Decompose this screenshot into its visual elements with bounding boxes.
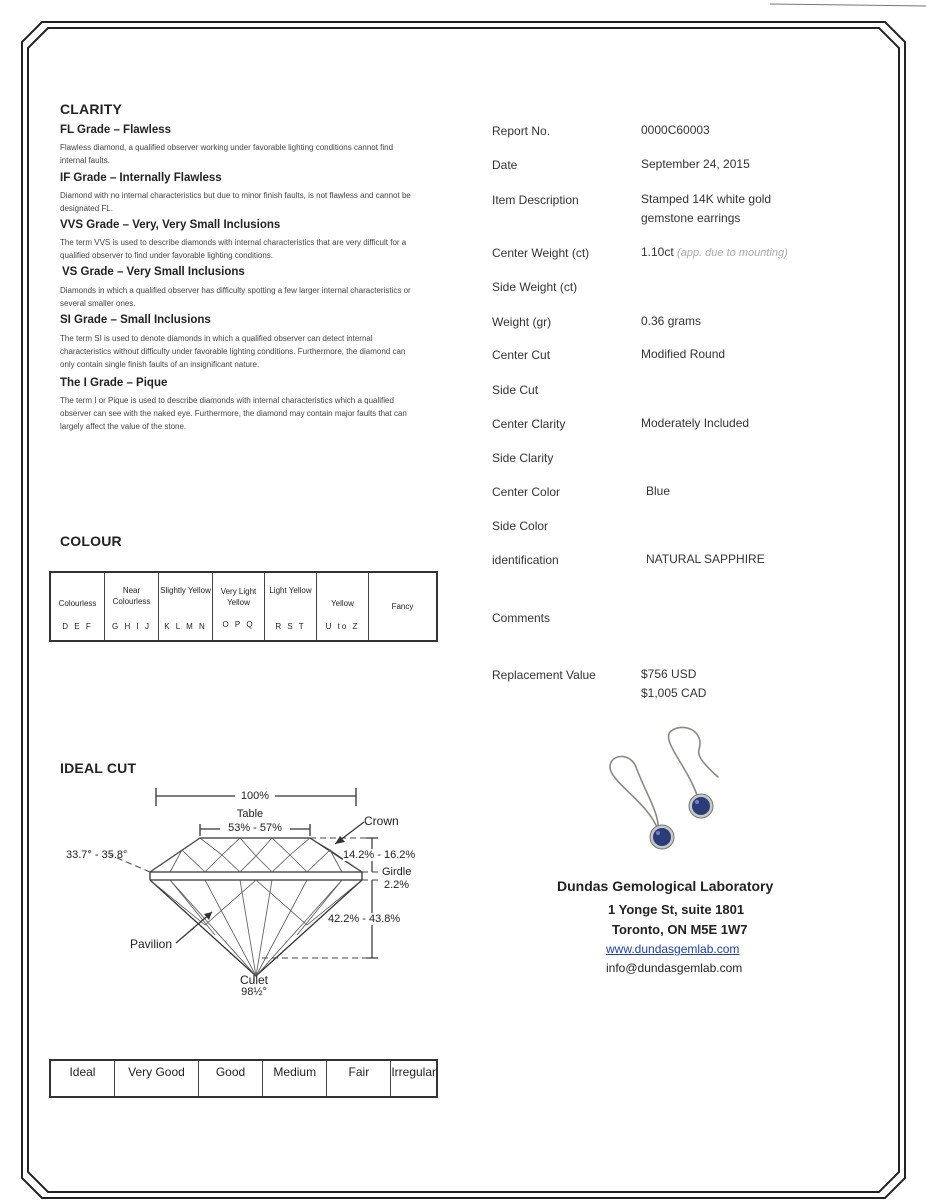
- center-weight-note: (app. due to mounting): [677, 247, 788, 259]
- colour-cell-yellow: Yellow U to Z: [317, 572, 369, 641]
- center-color-value: Blue: [646, 484, 671, 498]
- diagram-crown-angle: 33.7° - 35.8°: [66, 849, 128, 861]
- grade-title-vvs: VVS Grade – Very, Very Small Inclusions: [60, 219, 281, 231]
- diagram-girdle-pct: 2.2%: [384, 879, 410, 891]
- center-clarity-label: Center Clarity: [492, 417, 566, 431]
- earrings-photo: [600, 722, 750, 862]
- date-value: September 24, 2015: [641, 157, 750, 171]
- colour-cell-colourless: Colourless D E F: [50, 572, 105, 641]
- replacement-value-label: Replacement Value: [492, 668, 596, 682]
- grade-title-vs: VS Grade – Very Small Inclusions: [62, 266, 245, 278]
- grade-desc-vvs: The term VVS is used to describe diamonds with internal characteristics that are very difficult for a qualified observer to find under favorable lighting conditions.: [60, 238, 407, 260]
- side-clarity-label: Side Clarity: [492, 451, 554, 465]
- diagram-crown-pct: 14.2% - 16.2%: [343, 849, 433, 861]
- lab-email: info@dundasgemlab.com: [606, 961, 743, 975]
- comments-label: Comments: [492, 611, 551, 625]
- diagram-table-pct: 53% - 57%: [220, 822, 290, 834]
- grade-desc-if: Diamond with no internal characteristics but due to minor finish faults, is not flawless and cannot be designated FL.: [60, 191, 411, 213]
- sapphire-gem-right: [689, 794, 713, 818]
- grade-desc-i: The term I or Pique is used to describe diamonds with internal characteristics which a qualified observer can see with the naked eye. Furthermore, the diamond may contain major faults that can largely affect the value of the stone.: [60, 396, 407, 431]
- lab-website-link[interactable]: www.dundasgemlab.com: [606, 942, 740, 956]
- lab-address-line1: 1 Yonge St, suite 1801: [608, 902, 745, 917]
- sapphire-gem-left: [650, 825, 674, 849]
- cut-grade-fair: Fair: [327, 1060, 391, 1097]
- diagram-width-label: 100%: [235, 790, 275, 802]
- colour-cell-near-colourless: Near Colourless G H I J: [105, 572, 159, 641]
- colour-heading: COLOUR: [60, 533, 122, 549]
- center-color-label: Center Color: [492, 485, 561, 499]
- cut-grade-irregular: Irregular: [391, 1060, 437, 1097]
- report-no-label: Report No.: [492, 124, 551, 138]
- side-color-label: Side Color: [492, 519, 549, 533]
- center-cut-label: Center Cut: [492, 348, 551, 362]
- grade-desc-si: The term SI is used to denote diamonds in which a qualified observer can detect internal characteristics without difficulty under favorable lighting conditions. Furthermore, the diamond can only contain single finish faults of an insignificant nature.: [60, 334, 406, 369]
- date-label: Date: [492, 158, 518, 172]
- identification-value: NATURAL SAPPHIRE: [646, 552, 765, 566]
- diagram-pavilion-label: Pavilion: [130, 937, 173, 951]
- weight-gr-label: Weight (gr): [492, 315, 552, 329]
- grade-title-if: IF Grade – Internally Flawless: [60, 172, 222, 184]
- item-description-label: Item Description: [492, 193, 579, 207]
- identification-label: identification: [492, 553, 559, 567]
- side-weight-label: Side Weight (ct): [492, 280, 578, 294]
- cut-grade-very-good: Very Good: [114, 1060, 198, 1097]
- side-cut-label: Side Cut: [492, 383, 539, 397]
- diagram-culet-angle: 98½°: [241, 986, 267, 998]
- lab-name: Dundas Gemological Laboratory: [557, 878, 774, 894]
- weight-gr-value: 0.36 grams: [641, 314, 702, 328]
- ideal-cut-heading: IDEAL CUT: [60, 760, 137, 776]
- cut-grade-good: Good: [199, 1060, 263, 1097]
- center-weight-label: Center Weight (ct): [492, 246, 590, 260]
- diagram-girdle-label: Girdle: [382, 866, 412, 878]
- lab-address-line2: Toronto, ON M5E 1W7: [612, 922, 748, 937]
- cut-grade-medium: Medium: [263, 1060, 327, 1097]
- replacement-value-usd: $756 USD: [641, 667, 697, 681]
- grade-desc-fl: Flawless diamond, a qualified observer working under favorable lighting conditions cannot find internal faults.: [60, 143, 394, 165]
- colour-cell-fancy: Fancy: [369, 572, 438, 641]
- colour-cell-light-yellow: Light Yellow R S T: [265, 572, 317, 641]
- grade-title-fl: FL Grade – Flawless: [60, 124, 172, 136]
- grade-desc-vs: Diamonds in which a qualified observer has difficulty spotting a few larger internal characteristics or several smaller ones.: [60, 286, 411, 308]
- diagram-crown-label: Crown: [364, 814, 399, 828]
- item-description-value: Stamped 14K white gold gemstone earrings: [641, 192, 772, 225]
- colour-cell-slightly-yellow: Slightly Yellow K L M N: [159, 572, 213, 641]
- grade-title-si: SI Grade – Small Inclusions: [60, 314, 211, 326]
- report-no-value: 0000C60003: [641, 123, 710, 137]
- cut-grade-table: [49, 1059, 438, 1098]
- replacement-value-cad: $1,005 CAD: [641, 686, 707, 700]
- replacement-value: [641, 665, 706, 703]
- center-weight-value: 1.10ct (app. due to mounting): [641, 245, 788, 259]
- clarity-heading: CLARITY: [60, 101, 123, 117]
- center-clarity-value: Moderately Included: [641, 416, 750, 430]
- diagram-culet-label: Culet: [239, 973, 268, 987]
- diagram-table-label: Table: [236, 808, 264, 820]
- grade-title-i: The I Grade – Pique: [60, 377, 168, 389]
- diagram-pavilion-pct: 42.2% - 43.8%: [328, 913, 418, 925]
- center-cut-value: Modified Round: [641, 347, 726, 361]
- cut-grade-ideal: Ideal: [50, 1060, 114, 1097]
- colour-cell-very-light-yellow: Very Light Yellow O P Q: [213, 572, 265, 641]
